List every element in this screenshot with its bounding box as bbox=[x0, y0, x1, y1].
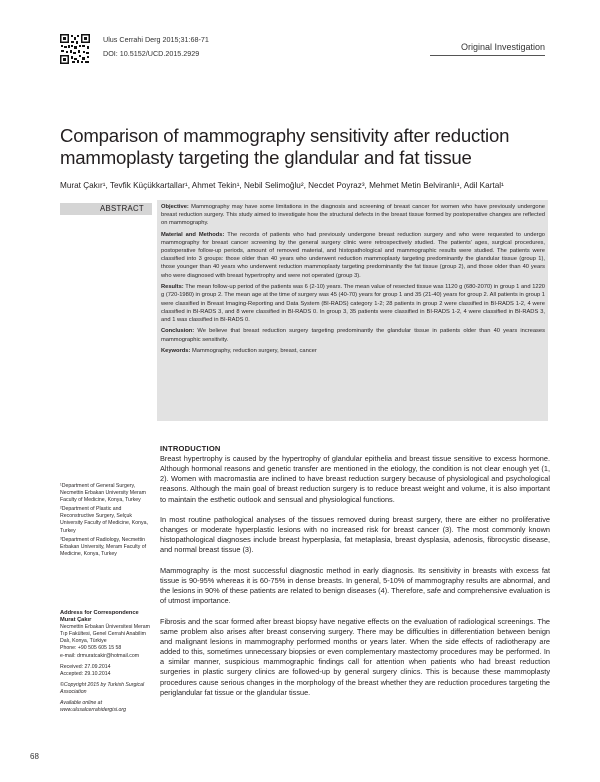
correspondence-name: Murat Çakır bbox=[60, 617, 92, 624]
abstract-keywords: Keywords: Mammography, reduction surgery, breast, cancer bbox=[161, 348, 317, 355]
header-rule bbox=[430, 55, 545, 56]
correspondence-phone: Phone: +90 505 605 15 58 bbox=[60, 645, 122, 652]
affiliation: ¹Department of General Surgery, Necmettin Erbakan University Meram Faculty of Medicine, Konya, Turkey bbox=[60, 483, 146, 504]
abstract-label-text: ABSTRACT bbox=[100, 204, 144, 213]
correspondence-address: Necmettin Erbakan Üniversitesi Meram Tıp Fakültesi, Genel Cerrahi Anabilim Dalı, Konya, Türkiye bbox=[60, 624, 150, 645]
journal-citation: Ulus Cerrahi Derg 2015;31:68-71 bbox=[103, 35, 209, 44]
affiliation: ²Department of Plastic and Reconstructive Surgery, Selçuk University Faculty of Medicine, Konya, Turkey bbox=[60, 506, 148, 534]
correspondence bbox=[60, 610, 152, 714]
qr-code bbox=[60, 34, 90, 64]
section-heading: INTRODUCTION bbox=[160, 444, 221, 453]
title-line: mammoplasty targeting the glandular and fat tissue bbox=[60, 147, 472, 168]
abstract-text bbox=[161, 203, 545, 359]
online-availability[interactable]: Available online at www.ulusalcerrahidergisi.org bbox=[60, 700, 127, 714]
received-date: Received: 27.09.2014 bbox=[60, 663, 111, 670]
doi[interactable]: DOI: 10.5152/UCD.2015.2929 bbox=[103, 49, 200, 58]
body-paragraph: In most routine pathological analyses of the tissues removed during breast surgery, there are either no proliferative changes or moderate hyperplastic lesions with no increased risk for breast cancer (3). The most commonly known histopathological diagnoses include breast hyperplasia, fat metaplasia, breast dysplasia, adenosis, fibrocystic disease, and normal breast tissue (3). bbox=[160, 514, 550, 555]
abstract-conclusion: Conclusion: We believe that breast reduction surgery targeting predominantly the glandular tissue in patients older than 40 years increases mammographic sensitivity. bbox=[161, 328, 545, 343]
article-title bbox=[60, 125, 560, 169]
body-paragraph: Mammography is the most successful diagnostic method in early diagnosis. Its sensitivity in breasts with excess fat tissue is 90-95% whereas it is 60-75% in dense breasts. In general, 5-10% of mammography results are abnormal, and the lesions in 90% of these patients are related to benign diseases (4). Therefore, safe and comprehensive evaluation is of utmost importance. bbox=[160, 565, 550, 606]
page-number: 68 bbox=[30, 752, 39, 761]
abstract-objective: Objective: Mammography may have some limitations in the diagnosis and screening of breast cancer for women who have previously undergone breast reduction surgery. This study aimed to investigate how the structural defects in the breast tissue formed by postoperative changes are reflected on mammography. bbox=[161, 204, 545, 227]
correspondence-heading: Address for Correspondence bbox=[60, 610, 139, 616]
body-paragraph: Breast hypertrophy is caused by the hypertrophy of glandular epithelia and breast tissue sensitive to excess hormone. Although hormonal reasons and genetic transfer are mentioned in the etiology, the condition is not clear enough yet (1, 2). Women with macromastia are inclined to have breast reduction surgery because of physiological and psychological reasons. Although the main goal of breast reduction surgery is to reduce breast weight and volume, it is also important to maintain the esthetic outlook and sensual and physiological functions. bbox=[160, 454, 550, 504]
correspondence-email[interactable]: e-mail: drmuratcakir@hotmail.com bbox=[60, 652, 140, 659]
abstract-label bbox=[60, 203, 152, 215]
author-list: Murat Çakır¹, Tevfik Küçükkartallar¹, Ahmet Tekin¹, Nebil Selimoğlu², Necdet Poyraz³, Mehmet Metin Belviranlı¹, Adil Kartal¹ bbox=[60, 181, 504, 190]
affiliations bbox=[60, 483, 152, 558]
abstract-methods: Material and Methods: The records of patients who had previously undergone breast reduction surgery and who were requested to undergo mammography for breast cancer screening by the general surgery clinic were retrospectively studied. The patients' ages, surgical procedures, postoperative follow-up periods, amount of removed material, and histopathological and mammographic results were studied. The patients were classified into 3 groups: those older than 40 years who underwent reduction mammoplasty targeting predominantly the glandular tissue (group 1), those younger than 40 years who underwent reduction mammoplasty targeting predominantly the fat tissue (group 2), and those older than 40 years who were diagnosed with breast hypertrophy and were not operated (group 3). bbox=[161, 231, 545, 279]
copyright: ©Copyright 2015 by Turkish Surgical Association bbox=[60, 681, 145, 695]
main-text bbox=[160, 444, 550, 708]
body-paragraph: Fibrosis and the scar formed after breast biopsy have negative effects on the evaluation of radiological screenings. The same problem also arises after breast conserving surgery. There may be difficulties in differentiation between benign and malignant lesions in mammography performed months or years later. When the side effects of radiotherapy are added to this, sometimes unnecessary biopsies or even complementary mastectomy procedures may be performed. In a similar manner, suspicious mammographic findings call for attention when patients who had breast reduction surgeries in plastic surgery clinics are followed-up by general surgery clinics. This is because these mammoplasty procedures cause serious changes in the morphology of the breast whether they are reduction procedures targeting the periglandular fat tissue or the glandular tissue. bbox=[160, 616, 550, 697]
abstract-results: Results: The mean follow-up period of the patients was 6 (2-10) years. The mean value of resected tissue was 1120 g (680-2070) in group 1 and 1220 g (720-1980) in group 2. The mean age at the time of surgery was 45 (40-70) years for group 1 and 35 (21-40) years for group 2. All patients in group 1 were classified in Breast Imaging-Reporting and Data System (BI-RADS) category 1-2; 28 patients in group 2 were classified in BI-RADS 1-2, 4 were classified in BI-RADS 3, and 8 were classified in BI-RADS 0. In group 3, 35 patients were classified in BI-RADS 1-2, 4 were classified in BI-RADS 3, and 1 was classified in BI-RADS 0. bbox=[161, 284, 545, 323]
accepted-date: Accepted: 29.10.2014 bbox=[60, 670, 111, 677]
affiliation: ³Department of Radiology, Necmettin Erbakan University, Meram Faculty of Medicine, Konya, Turkey bbox=[60, 536, 147, 557]
title-line: Comparison of mammography sensitivity after reduction bbox=[60, 125, 510, 146]
article-type: Original Investigation bbox=[460, 42, 545, 52]
